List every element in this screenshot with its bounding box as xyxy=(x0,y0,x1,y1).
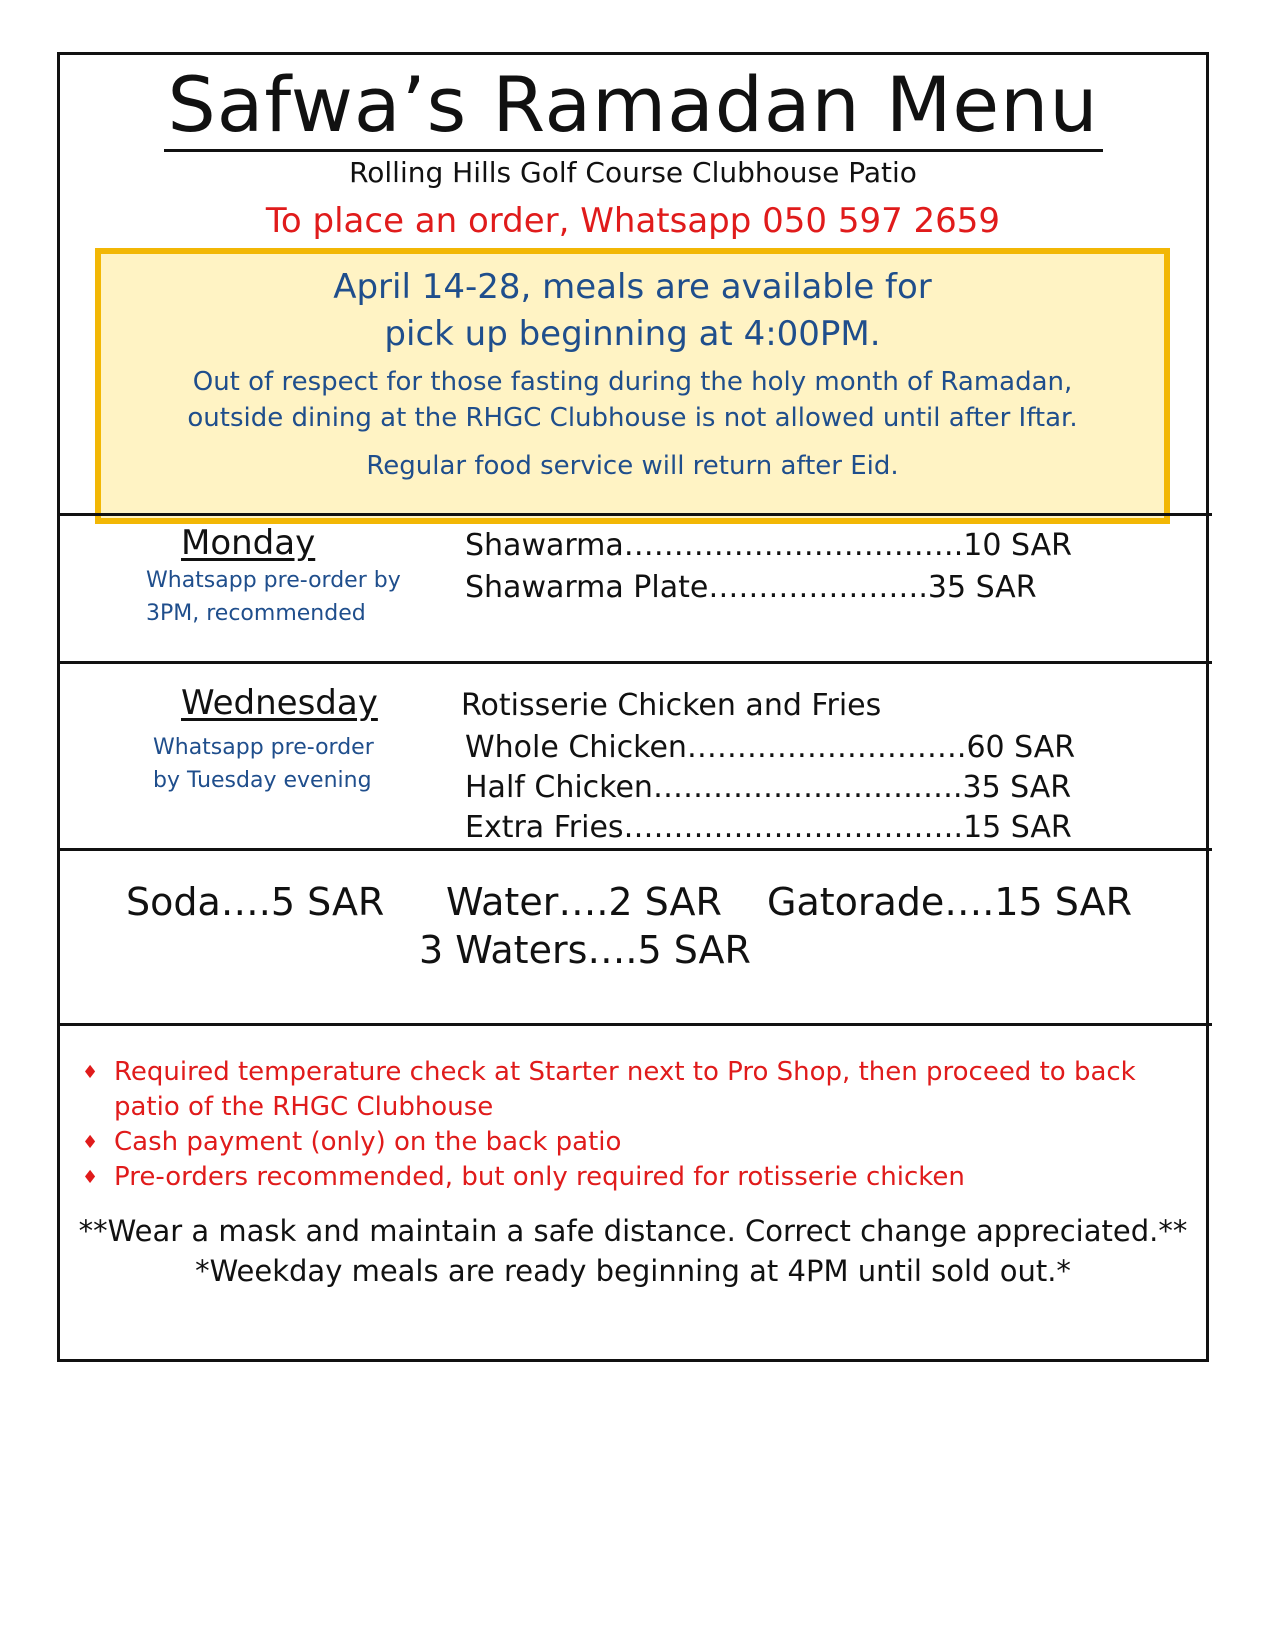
wednesday-note-line-1: Whatsapp pre-order xyxy=(153,735,374,760)
drink-gatorade: Gatorade….15 SAR xyxy=(767,880,1133,924)
title-text: Safwa’s Ramadan Menu xyxy=(164,60,1103,152)
monday-note-line-1: Whatsapp pre-order by xyxy=(146,568,401,593)
rotisserie-heading: Rotisserie Chicken and Fries xyxy=(461,688,882,723)
rule-item xyxy=(82,1160,1192,1195)
notice-line-5: Regular food service will return after Eid. xyxy=(366,451,899,481)
footer-mask-notice: **Wear a mask and maintain a safe distance. Correct change appreciated.** xyxy=(78,1214,1188,1248)
drink-water: Water….2 SAR xyxy=(446,880,722,924)
page-title xyxy=(60,57,1206,153)
diamond-bullet-icon: ♦ xyxy=(82,1062,99,1083)
divider xyxy=(57,848,1212,851)
drink-three-waters: 3 Waters….5 SAR xyxy=(419,928,751,972)
footer-weekday-notice: *Weekday meals are ready beginning at 4PM until sold out.* xyxy=(195,1254,1071,1288)
notice-line-2: pick up beginning at 4:00PM. xyxy=(384,314,881,354)
wednesday-heading: Wednesday xyxy=(181,683,378,723)
rule-text: Pre-orders recommended, but only required for rotisserie chicken xyxy=(114,1162,965,1192)
order-contact-line: To place an order, Whatsapp 050 597 2659 xyxy=(265,201,1001,241)
diamond-bullet-icon: ♦ xyxy=(82,1132,99,1153)
divider xyxy=(57,513,1212,516)
monday-note xyxy=(146,564,401,630)
monday-heading: Monday xyxy=(181,523,316,563)
diamond-bullet-icon: ♦ xyxy=(82,1167,99,1188)
menu-item-extra-fries: Extra Fries…………………………….15 SAR xyxy=(465,810,1072,845)
rule-text: Required temperature check at Starter next to Pro Shop, then proceed to back patio of the RHGC Clubhouse xyxy=(114,1057,1136,1122)
menu-frame xyxy=(57,52,1209,1362)
menu-item-whole-chicken: Whole Chicken……………………….60 SAR xyxy=(465,730,1076,765)
divider xyxy=(57,1023,1212,1026)
rule-item xyxy=(82,1125,1192,1160)
rule-text: Cash payment (only) on the back patio xyxy=(114,1127,622,1157)
rule-item xyxy=(82,1055,1192,1125)
wednesday-note-line-2: by Tuesday evening xyxy=(153,768,372,793)
notice-line-1: April 14-28, meals are available for xyxy=(333,267,932,307)
notice-line-3: Out of respect for those fasting during the holy month of Ramadan, xyxy=(192,367,1073,397)
divider xyxy=(57,661,1212,664)
menu-item-half-chicken: Half Chicken………………………….35 SAR xyxy=(465,770,1072,805)
location-subtitle: Rolling Hills Golf Course Clubhouse Patio xyxy=(349,156,917,189)
wednesday-note xyxy=(153,731,374,797)
notice-availability xyxy=(101,264,1164,358)
monday-note-line-2: 3PM, recommended xyxy=(146,601,366,626)
notice-respect xyxy=(101,364,1164,436)
menu-item-shawarma: Shawarma…………………………….10 SAR xyxy=(465,528,1072,563)
notice-line-4: outside dining at the RHGC Clubhouse is not allowed until after Iftar. xyxy=(187,403,1078,433)
menu-item-shawarma-plate: Shawarma Plate………………….35 SAR xyxy=(465,570,1037,605)
rules-list xyxy=(82,1055,1192,1195)
drink-soda: Soda….5 SAR xyxy=(126,880,385,924)
notice-box xyxy=(95,248,1170,524)
